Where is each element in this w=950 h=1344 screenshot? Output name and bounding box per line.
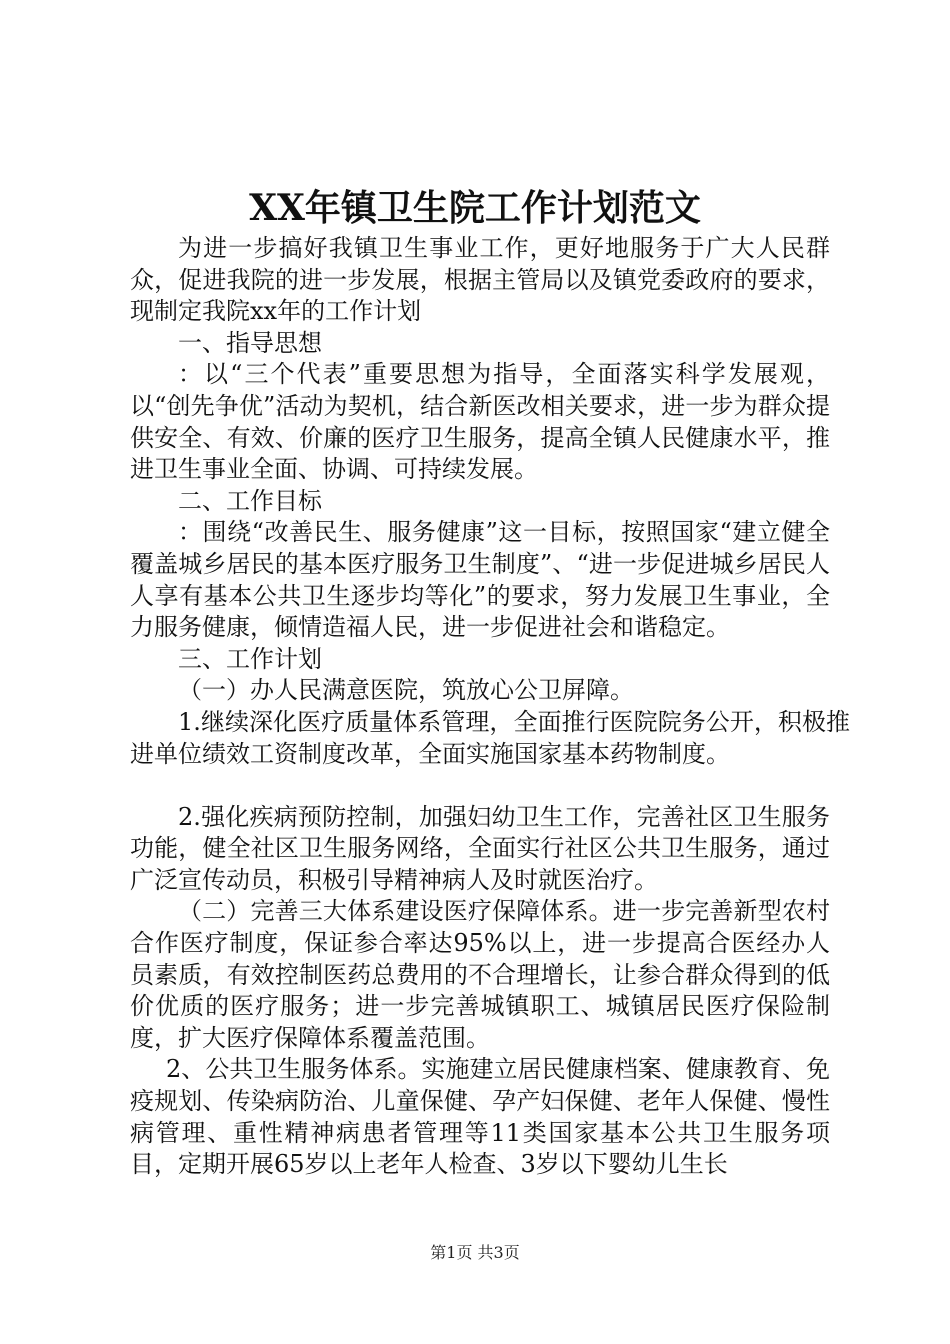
section-heading-guiding-ideology: 一、指导思想 (178, 328, 322, 357)
paragraph-item-two: （二）完善三大体系建设医疗保障体系。进一步完善新型农村合作医疗制度，保证参合率达95%以上，进一步提高合医经办人员素质，有效控制医药总费用的不合理增长，让参合群众得到的低价优质的医疗服务；进一步完善城镇职工、城镇居民医疗保险制度，扩大医疗保障体系覆盖范围。 (130, 897, 830, 1052)
paragraph-public-health-system: 2、公共卫生服务体系。实施建立居民健康档案、健康教育、免疫规划、传染病防治、儿童保健、孕产妇保健、老年人保健、慢性病管理、重性精神病患者管理等11类国家基本公共卫生服务项目，定期开展65岁以上老年人检查、3岁以下婴幼儿生长 (130, 1055, 830, 1179)
paragraph-item-1: 1.继续深化医疗质量体系管理，全面推行医院院务公开，积极推进单位绩效工资制度改革，全面实施国家基本药物制度。 (130, 707, 850, 768)
paragraph-guiding-ideology: ：以“三个代表”重要思想为指导，全面落实科学发展观，以“创先争优”活动为契机，结合新医改相关要求，进一步为群众提供安全、有效、价廉的医疗卫生服务，提高全镇人民健康水平，推进卫生事业全面、协调、可持续发展。 (130, 360, 830, 484)
paragraph-work-goals: ：围绕“改善民生、服务健康”这一目标，按照国家“建立健全覆盖城乡居民的基本医疗服务卫生制度”、“进一步促进城乡居民人人享有基本公共卫生逐步均等化”的要求，努力发展卫生事业，全力服务健康，倾情造福人民，进一步促进社会和谐稳定。 (130, 518, 830, 642)
section-heading-work-goals: 二、工作目标 (178, 486, 322, 515)
document-body (130, 233, 850, 1181)
page-footer: 第1页 共3页 (430, 1243, 520, 1262)
subheading-item-one: （一）办人民满意医院，筑放心公卫屏障。 (178, 676, 634, 705)
paragraph-item-2: 2.强化疾病预防控制，加强妇幼卫生工作，完善社区卫生服务功能，健全社区卫生服务网络，全面实行社区公共卫生服务，通过广泛宣传动员，积极引导精神病人及时就医治疗。 (130, 802, 830, 894)
section-heading-work-plan: 三、工作计划 (178, 644, 322, 673)
paragraph-intro: 为进一步搞好我镇卫生事业工作，更好地服务于广大人民群众，促进我院的进一步发展，根据主管局以及镇党委政府的要求，现制定我院xx年的工作计划 (130, 234, 830, 326)
document-title: XX年镇卫生院工作计划范文 (249, 187, 701, 229)
